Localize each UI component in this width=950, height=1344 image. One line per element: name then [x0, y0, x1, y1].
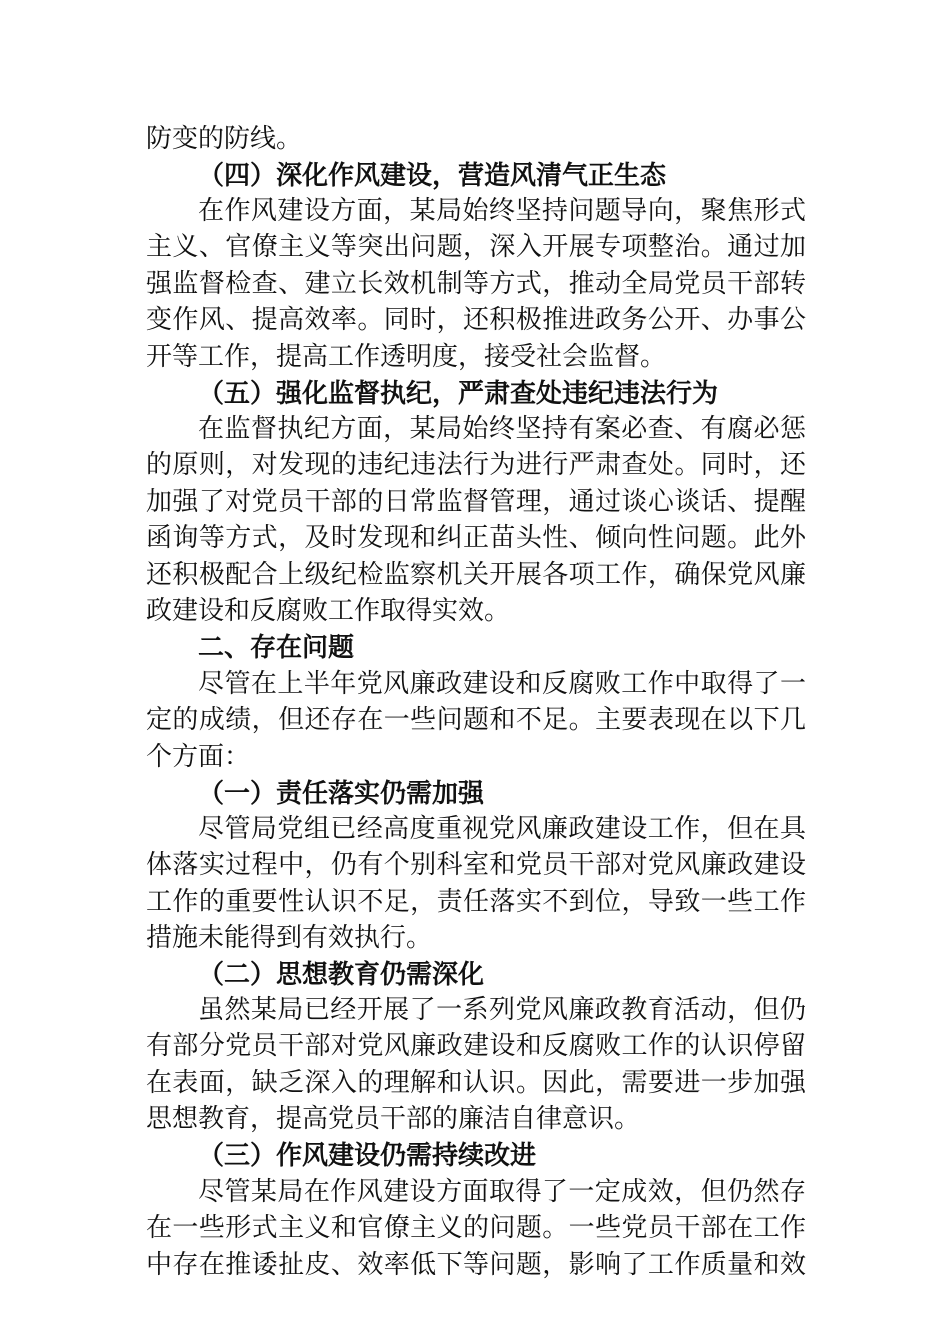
body-line: 函询等方式，及时发现和纠正苗头性、倾向性问题。此外: [146, 523, 806, 553]
body-line: 尽管某局在作风建设方面取得了一定成效，但仍然存: [198, 1177, 806, 1207]
body-line: 定的成绩，但还存在一些问题和不足。主要表现在以下几: [146, 705, 806, 735]
body-line: 工作的重要性认识不足，责任落实不到位，导致一些工作: [146, 887, 806, 917]
section-heading-4: （四）深化作风建设，营造风清气正生态: [198, 161, 667, 191]
body-line: 变作风、提高效率。同时，还积极推进政务公开、办事公: [146, 305, 806, 335]
body-line: 的原则，对发现的违纪违法行为进行严肃查处。同时，还: [146, 450, 806, 480]
body-line: 在作风建设方面，某局始终坚持问题导向，聚焦形式: [198, 196, 806, 226]
section-heading-3: （三）作风建设仍需持续改进: [198, 1141, 537, 1171]
body-line: 措施未能得到有效执行。: [146, 923, 433, 953]
body-line: 防变的防线。: [146, 124, 303, 154]
chapter-heading: 二、存在问题: [198, 633, 355, 663]
body-line: 加强了对党员干部的日常监督管理，通过谈心谈话、提醒: [146, 487, 806, 517]
body-line: 尽管在上半年党风廉政建设和反腐败工作中取得了一: [198, 669, 806, 699]
body-line: 主义、官僚主义等突出问题，深入开展专项整治。通过加: [146, 232, 806, 262]
body-line: 在表面，缺乏深入的理解和认识。因此，需要进一步加强: [146, 1068, 806, 1098]
body-line: 个方面：: [146, 742, 251, 772]
section-heading-1: （一）责任落实仍需加强: [198, 779, 485, 809]
body-line: 思想教育，提高党员干部的廉洁自律意识。: [146, 1104, 641, 1134]
body-line: 中存在推诿扯皮、效率低下等问题，影响了工作质量和效: [146, 1250, 806, 1280]
section-heading-5: （五）强化监督执纪，严肃查处违纪违法行为: [198, 379, 719, 409]
body-line: 体落实过程中，仍有个别科室和党员干部对党风廉政建设: [146, 850, 806, 880]
section-heading-2: （二）思想教育仍需深化: [198, 960, 485, 990]
body-line: 还积极配合上级纪检监察机关开展各项工作，确保党风廉: [146, 560, 806, 590]
body-line: 开等工作，提高工作透明度，接受社会监督。: [146, 342, 667, 372]
body-line: 在一些形式主义和官僚主义的问题。一些党员干部在工作: [146, 1213, 806, 1243]
body-line: 有部分党员干部对党风廉政建设和反腐败工作的认识停留: [146, 1031, 806, 1061]
body-line: 政建设和反腐败工作取得实效。: [146, 596, 511, 626]
body-line: 强监督检查、建立长效机制等方式，推动全局党员干部转: [146, 269, 806, 299]
body-line: 虽然某局已经开展了一系列党风廉政教育活动，但仍: [198, 995, 806, 1025]
body-line: 在监督执纪方面，某局始终坚持有案必查、有腐必惩: [198, 414, 806, 444]
body-line: 尽管局党组已经高度重视党风廉政建设工作，但在具: [198, 814, 806, 844]
